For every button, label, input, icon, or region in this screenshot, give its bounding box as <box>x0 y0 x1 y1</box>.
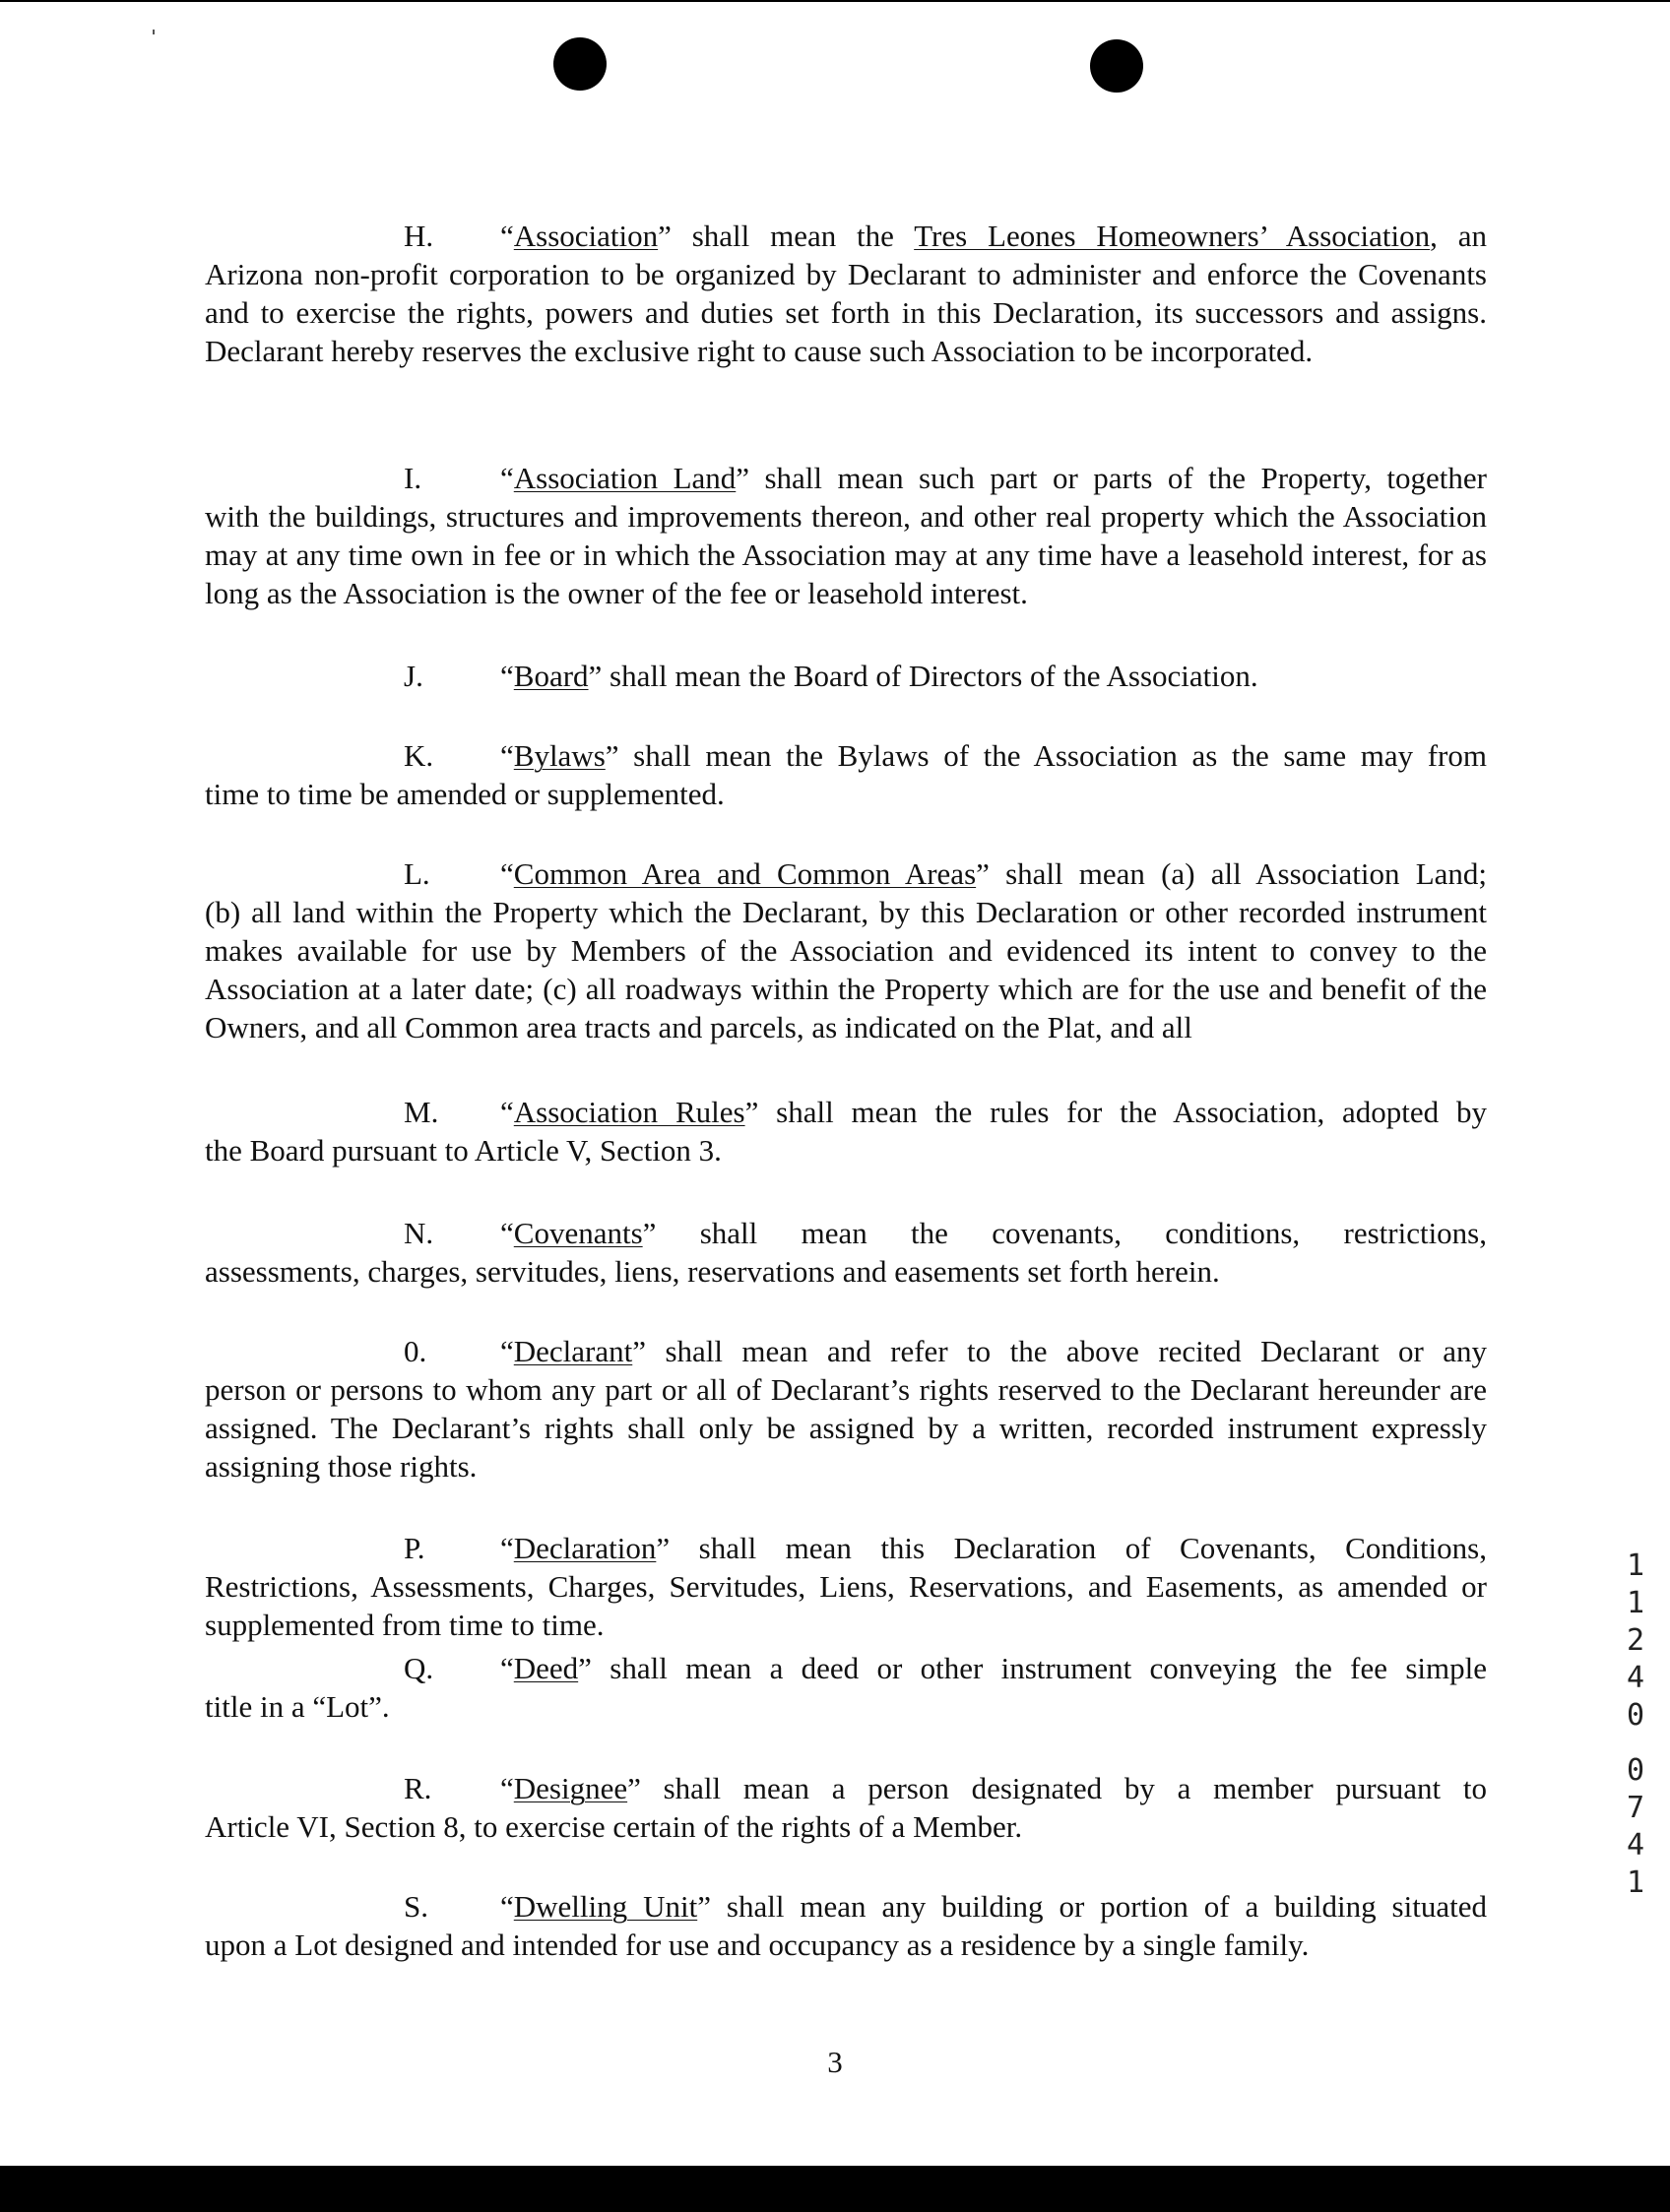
bates-digit: 4 <box>1626 1661 1645 1695</box>
definition-lead-text: shall mean such part or parts of the Property, together <box>749 461 1487 495</box>
definition-body: Arizona non-profit corporation to be organized by Declarant to administer and enforce the Covenants and to exercise the rights, powers and duties set forth in this Declaration, its successors and assigns. Declarant hereby reserves the exclusive right to cause such Association to be incorporated. <box>205 257 1487 368</box>
definition-letter: R. <box>404 1771 432 1805</box>
definition-m <box>205 1093 1487 1169</box>
defined-term: Association Land <box>513 461 737 495</box>
defined-term: Deed <box>513 1651 579 1685</box>
definition-h <box>205 217 1487 370</box>
definition-body: time to time be amended or supplemented. <box>205 777 725 811</box>
definition-lead-text: shall mean the Board of Directors of the Association. <box>602 659 1258 693</box>
bates-digit: 1 <box>1626 1865 1645 1900</box>
definition-first-line: S. “Dwelling Unit” shall mean any building or portion of a building situated <box>404 1889 1487 1924</box>
bates-digit: 7 <box>1626 1791 1645 1825</box>
definition-body: assessments, charges, servitudes, liens, reservations and easements set forth herein. <box>205 1254 1220 1289</box>
definition-n <box>205 1214 1487 1291</box>
definition-l <box>205 854 1487 1046</box>
scan-top-edge <box>0 0 1670 2</box>
definition-lead-text: shall mean the Bylaws of the Association as the same may from <box>618 738 1487 773</box>
definition-body: Restrictions, Assessments, Charges, Servitudes, Liens, Reservations, and Easements, as amended or supplemented from time to time. <box>205 1569 1487 1642</box>
defined-term: Dwelling Unit <box>513 1889 698 1924</box>
bates-digit: 1 <box>1626 1548 1645 1583</box>
definition-letter: L. <box>404 856 430 891</box>
definition-lead-text: shall mean the rules for the Association, adopted by <box>758 1095 1487 1129</box>
defined-term: Board <box>513 659 589 693</box>
bates-digit: 0 <box>1626 1753 1645 1788</box>
bates-digit: 4 <box>1626 1828 1645 1863</box>
definition-body: title in a “Lot”. <box>205 1689 390 1724</box>
definition-letter: J. <box>404 659 423 693</box>
definition-lead-text: shall mean this Declaration of Covenants, Conditions, <box>670 1531 1487 1565</box>
definition-first-line: I. “Association Land” shall mean such part or parts of the Property, together <box>404 461 1487 495</box>
definition-lead-text: shall mean a deed or other instrument conveying the fee simple <box>591 1651 1487 1685</box>
definition-q <box>205 1649 1487 1726</box>
defined-term: Association Rules <box>513 1095 745 1129</box>
definition-k <box>205 736 1487 813</box>
defined-term: Covenants <box>513 1216 643 1250</box>
definition-j <box>205 657 1487 695</box>
bates-digit: 0 <box>1626 1698 1645 1733</box>
definition-first-line: J. “Board” shall mean the Board of Directors of the Association. <box>404 659 1258 693</box>
definition-letter: K. <box>404 738 434 773</box>
definition-letter: M. <box>404 1095 439 1129</box>
definition-s <box>205 1887 1487 1964</box>
punch-hole-right <box>1090 39 1143 93</box>
definition-i <box>205 459 1487 612</box>
defined-term: Declarant <box>513 1334 633 1368</box>
defined-term: Bylaws <box>513 738 606 773</box>
definition-lead-text: shall mean and refer to the above recited Declarant or any <box>646 1334 1487 1368</box>
scan-speck <box>153 30 155 34</box>
scan-bottom-edge <box>0 2166 1670 2212</box>
definition-body: the Board pursuant to Article V, Section 3. <box>205 1133 722 1168</box>
definition-lead-text: shall mean the <box>671 219 915 253</box>
definition-first-line: H. “Association” shall mean the Tres Leones Homeowners’ Association, an <box>404 219 1487 253</box>
bates-digit: 1 <box>1626 1586 1645 1620</box>
defined-term: Common Area and Common Areas <box>513 856 977 891</box>
defined-term: Designee <box>513 1771 628 1805</box>
definition-o <box>205 1332 1487 1485</box>
definition-body: person or persons to whom any part or all of Declarant’s rights reserved to the Declarant hereunder are assigned. The Declarant’s rights shall only be assigned by a written, recorded instrument expressly assigning those rights. <box>205 1372 1487 1484</box>
bates-gap <box>1621 1735 1650 1752</box>
definition-letter: 0. <box>404 1334 427 1368</box>
definition-body: (b) all land within the Property which the Declarant, by this Declaration or other recorded instrument makes available for use by Members of the Association and evidenced its intent to convey to the Association at a later date; (c) all roadways within the Property which are for the use and benefit of the Owners, and all Common area tracts and parcels, as indicated on the Plat, and all <box>205 895 1487 1044</box>
definition-p <box>205 1529 1487 1644</box>
definition-first-line: R. “Designee” shall mean a person designated by a member pursuant to <box>404 1771 1487 1805</box>
definition-letter: S. <box>404 1889 428 1924</box>
definition-first-line: N. “Covenants” shall mean the covenants, conditions, restrictions, <box>404 1216 1487 1250</box>
definition-body: upon a Lot designed and intended for use and occupancy as a residence by a single family. <box>205 1928 1310 1962</box>
bates-digit: 2 <box>1626 1623 1645 1658</box>
definition-first-line: Q. “Deed” shall mean a deed or other instrument conveying the fee simple <box>404 1651 1487 1685</box>
definition-body: Article VI, Section 8, to exercise certain of the rights of a Member. <box>205 1809 1023 1844</box>
association-name: Tres Leones Homeowners’ Association <box>914 219 1431 253</box>
definition-letter: Q. <box>404 1651 434 1685</box>
definition-first-line: P. “Declaration” shall mean this Declaration of Covenants, Conditions, <box>404 1531 1487 1565</box>
definition-lead-text: shall mean any building or portion of a building situated <box>710 1889 1487 1924</box>
definition-letter: I. <box>404 461 422 495</box>
definition-letter: H. <box>404 219 434 253</box>
definition-lead-text: shall mean a person designated by a member pursuant to <box>640 1771 1487 1805</box>
bates-stamp <box>1621 1548 1650 1902</box>
definition-letter: N. <box>404 1216 434 1250</box>
definition-letter: P. <box>404 1531 425 1565</box>
definition-lead-text: shall mean (a) all Association Land; <box>989 856 1487 891</box>
definition-body: with the buildings, structures and improvements thereon, and other real property which the Association may at any time own in fee or in which the Association may at any time have a leasehold interest, for as long as the Association is the owner of the fee or leasehold interest. <box>205 499 1487 610</box>
definition-lead-text: , an <box>1430 219 1487 253</box>
definition-first-line: 0. “Declarant” shall mean and refer to the above recited Declarant or any <box>404 1334 1487 1368</box>
definition-lead-text: shall mean the covenants, conditions, restrictions, <box>656 1216 1487 1250</box>
defined-term: Association <box>513 219 659 253</box>
punch-hole-left <box>553 37 607 91</box>
definition-first-line: M. “Association Rules” shall mean the rules for the Association, adopted by <box>404 1095 1487 1129</box>
page-number: 3 <box>827 2045 843 2079</box>
definition-first-line: L. “Common Area and Common Areas” shall mean (a) all Association Land; <box>404 856 1487 891</box>
definition-first-line: K. “Bylaws” shall mean the Bylaws of the Association as the same may from <box>404 738 1487 773</box>
definition-r <box>205 1769 1487 1846</box>
defined-term: Declaration <box>513 1531 657 1565</box>
